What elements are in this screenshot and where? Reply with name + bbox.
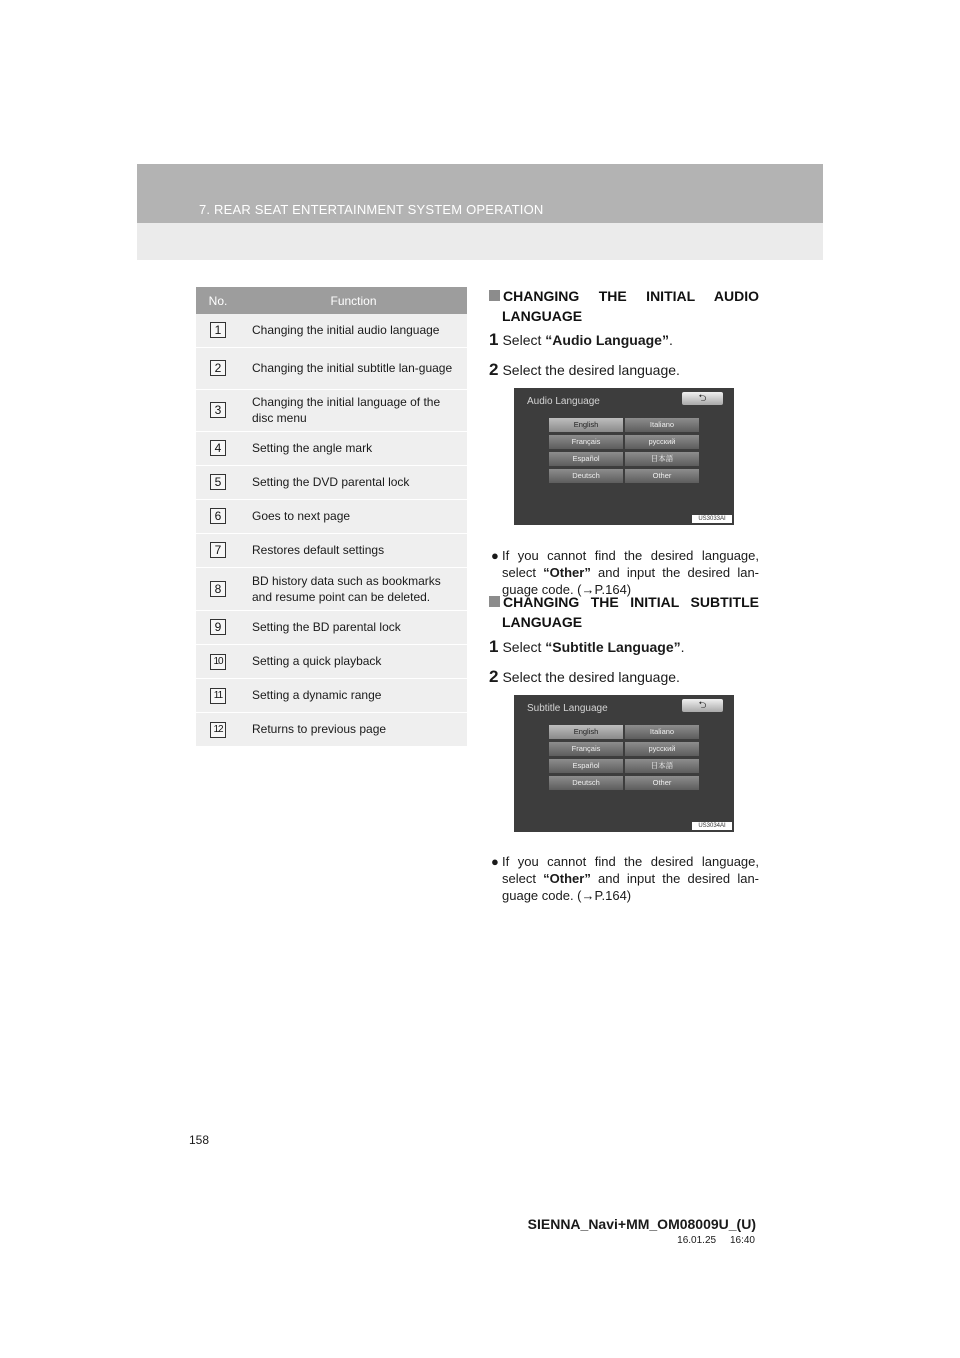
function-text: Changing the initial subtitle lan-guage xyxy=(240,347,467,389)
function-table xyxy=(196,287,467,747)
screen-title: Audio Language xyxy=(527,396,600,407)
number-box: 8 xyxy=(210,581,226,597)
function-text: BD history data such as bookmarks and resume point can be deleted. xyxy=(240,567,467,610)
language-button-japanese: 日本語 xyxy=(625,759,699,773)
number-box: 12 xyxy=(210,722,226,738)
number-box: 10 xyxy=(210,654,226,670)
function-text: Setting a quick playback xyxy=(240,644,467,678)
language-button-russian: русский xyxy=(625,435,699,449)
function-text: Setting the BD parental lock xyxy=(240,610,467,644)
language-button-deutsch: Deutsch xyxy=(549,469,623,483)
table-row xyxy=(196,678,467,712)
document-code: SIENNA_Navi+MM_OM08009U_(U) xyxy=(527,1216,756,1232)
table-row xyxy=(196,314,467,347)
header-bar xyxy=(137,164,823,223)
number-box: 5 xyxy=(210,474,226,490)
language-button-francais: Français xyxy=(549,742,623,756)
language-button-japanese: 日本語 xyxy=(625,452,699,466)
number-box: 2 xyxy=(210,360,226,376)
subtitle-bullet: ● If you cannot find the desired language, select “Other” and input the desired lan-guage code. (→P.164) xyxy=(491,854,760,903)
function-text: Restores default settings xyxy=(240,533,467,567)
function-text: Setting the angle mark xyxy=(240,431,467,465)
table-row xyxy=(196,644,467,678)
table-row xyxy=(196,712,467,746)
language-button-italiano: Italiano xyxy=(625,725,699,739)
subtitle-step-2: 2 Select the desired language. xyxy=(489,667,680,686)
column-header-function: Function xyxy=(240,287,467,314)
number-box: 7 xyxy=(210,542,226,558)
table-row xyxy=(196,465,467,499)
language-button-espanol: Español xyxy=(549,452,623,466)
function-text: Setting the DVD parental lock xyxy=(240,465,467,499)
image-code: US3034AI xyxy=(692,822,732,830)
back-button: ⮌ xyxy=(682,699,723,712)
language-button-russian: русский xyxy=(625,742,699,756)
function-text: Returns to previous page xyxy=(240,712,467,746)
function-text: Goes to next page xyxy=(240,499,467,533)
table-row xyxy=(196,347,467,389)
column-header-no: No. xyxy=(196,287,240,314)
audio-step-2: 2 Select the desired language. xyxy=(489,360,680,379)
table-row xyxy=(196,567,467,610)
bullet-icon: ● xyxy=(491,548,499,563)
square-bullet-icon xyxy=(489,290,500,301)
language-button-deutsch: Deutsch xyxy=(549,776,623,790)
language-button-other: Other xyxy=(625,776,699,790)
number-box: 3 xyxy=(210,402,226,418)
back-button: ⮌ xyxy=(682,392,723,405)
number-box: 9 xyxy=(210,619,226,635)
number-box: 1 xyxy=(210,322,226,338)
subtitle-heading: CHANGING THE INITIAL SUBTITLE LANGUAGE xyxy=(489,592,759,632)
table-row xyxy=(196,431,467,465)
number-box: 4 xyxy=(210,440,226,456)
language-button-italiano: Italiano xyxy=(625,418,699,432)
function-text: Changing the initial language of the disc menu xyxy=(240,389,467,431)
language-button-english: English xyxy=(549,418,623,432)
table-row xyxy=(196,389,467,431)
function-text: Changing the initial audio language xyxy=(240,314,467,347)
language-button-espanol: Español xyxy=(549,759,623,773)
audio-bullet: ● If you cannot find the desired language, select “Other” and input the desired lan-guage code. (→P.164) xyxy=(491,548,760,597)
image-code: US3033AI xyxy=(692,515,732,523)
language-button-english: English xyxy=(549,725,623,739)
language-button-other: Other xyxy=(625,469,699,483)
bullet-icon: ● xyxy=(491,854,499,869)
audio-heading: CHANGING THE INITIAL AUDIO LANGUAGE xyxy=(489,286,759,326)
table-row xyxy=(196,499,467,533)
header-band xyxy=(137,164,823,260)
number-box: 11 xyxy=(210,688,226,704)
table-row xyxy=(196,533,467,567)
table-row xyxy=(196,610,467,644)
section-title: 7. REAR SEAT ENTERTAINMENT SYSTEM OPERATION xyxy=(199,202,544,217)
screen-title: Subtitle Language xyxy=(527,703,608,714)
subtitle-language-screen xyxy=(514,695,734,832)
square-bullet-icon xyxy=(489,596,500,607)
language-button-francais: Français xyxy=(549,435,623,449)
number-box: 6 xyxy=(210,508,226,524)
function-text: Setting a dynamic range xyxy=(240,678,467,712)
subtitle-step-1: 1 Select “Subtitle Language”. xyxy=(489,637,685,656)
audio-step-1: 1 Select “Audio Language”. xyxy=(489,330,673,349)
page-number: 158 xyxy=(189,1133,210,1147)
audio-language-screen xyxy=(514,388,734,525)
print-timestamp: 16.01.25 16:40 xyxy=(677,1235,755,1246)
